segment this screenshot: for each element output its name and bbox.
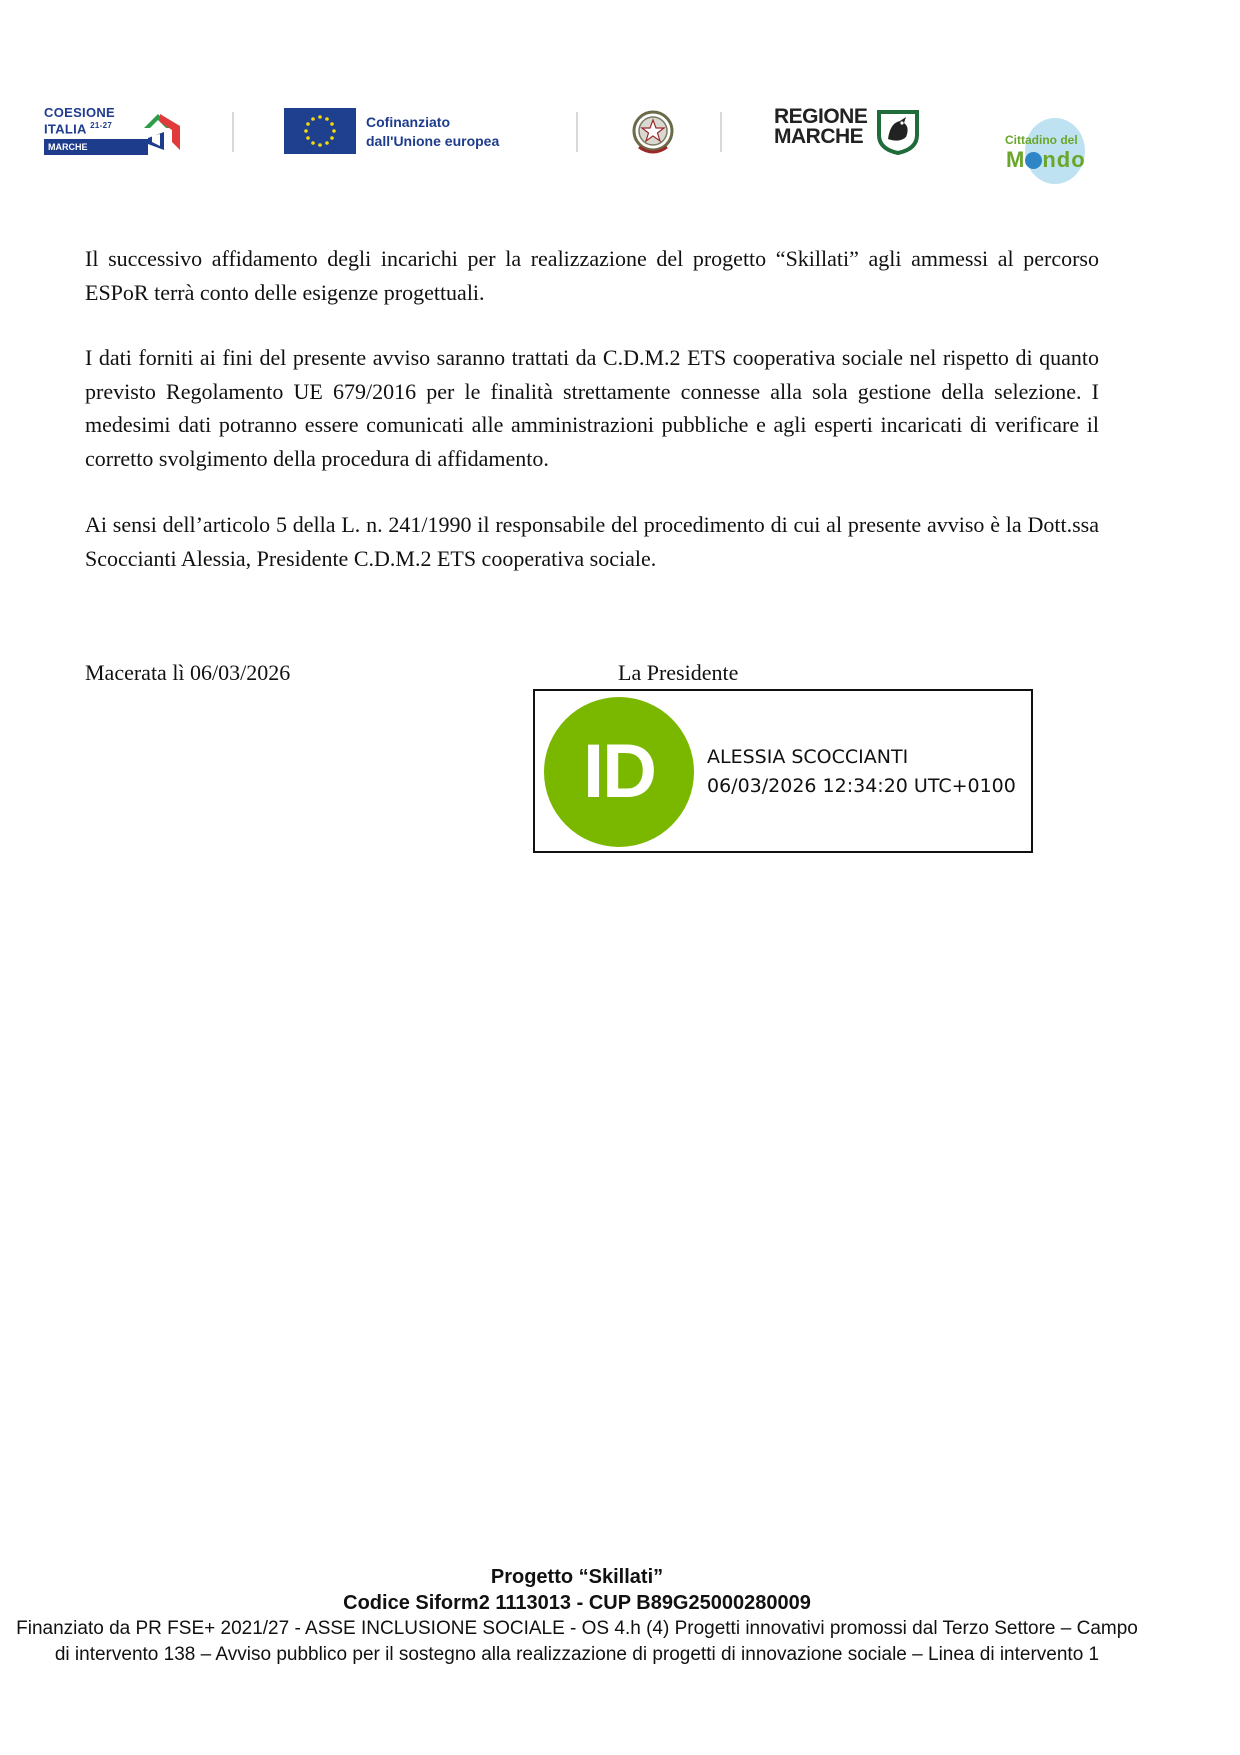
cittadino-line1: Cittadino del (1005, 133, 1078, 147)
paragraph-responsible: Ai sensi dell’articolo 5 della L. n. 241/1990 il responsabile del procedimento di cui al presente avviso è la Dott.ssa Scoccianti Alessia, Presidente C.D.M.2 ETS cooperativa sociale. (85, 512, 1099, 571)
digital-signature-box (533, 689, 1033, 853)
regione-line1: REGIONE (774, 105, 868, 128)
signature-timestamp: 06/03/2026 12:34:20 UTC+0100 (707, 775, 1016, 797)
coesione-arrow-icon (138, 108, 184, 154)
regione-marche-logo (774, 107, 924, 157)
paragraph-privacy: I dati forniti ai fini del presente avviso saranno trattati da C.D.M.2 ETS cooperativa sociale nel rispetto di quanto previsto Regolamento UE 679/2016 per le finalità strettamente connesse alla sola gestione della selezione. I medesimi dati potranno essere comunicati alle amministrazioni pubbliche e agli esperti incaricati di verificare il corretto svolgimento della procedura di affidamento. (85, 345, 1099, 471)
marche-shield-icon (876, 109, 920, 155)
footer-funding: Finanziato da PR FSE+ 2021/27 - ASSE INCLUSIONE SOCIALE - OS 4.h (4) Progetti innovativi promossi dal Terzo Settore – Campo di intervento 138 – Avviso pubblico per il sostegno alla realizzazione di progetti di innovazione sociale – Linea di intervento 1 (16, 1618, 1138, 1665)
paragraph-assignment: Il successivo affidamento degli incarichi per la realizzazione del progetto “Skillati” agli ammessi al percorso ESPoR terrà conto delle esigenze progettuali. (85, 246, 1099, 305)
signer-name: ALESSIA SCOCCIANTI (707, 746, 909, 768)
eu-line1: Cofinanziato (366, 114, 450, 130)
coesione-years: 21-27 (90, 121, 113, 130)
cittadino-ndo: ndo (1042, 147, 1086, 172)
coesione-line1: COESIONE (44, 105, 116, 120)
footer-project: Progetto “Skillati” (490, 1566, 664, 1588)
regione-line2: MARCHE (774, 125, 864, 148)
page-footer (0, 1564, 1154, 1668)
id-badge-text: ID (583, 729, 655, 814)
cittadino-del-mondo-logo (1003, 118, 1107, 190)
italian-republic-emblem-icon (630, 109, 676, 157)
id-badge-icon (544, 697, 694, 847)
eu-cofinanced-logo (284, 108, 534, 156)
coesione-italia-logo (44, 106, 184, 158)
place-date: Macerata lì 06/03/2026 (85, 660, 291, 685)
globe-icon (1025, 152, 1042, 169)
eu-line2: dall'Unione europea (366, 133, 500, 149)
footer-codes: Codice Siform2 1113013 - CUP B89G25000280009 (343, 1592, 811, 1614)
coesione-line2: ITALIA (44, 121, 87, 137)
signer-role: La Presidente (618, 660, 739, 685)
coesione-region: MARCHE (44, 139, 148, 155)
eu-flag-icon (284, 108, 356, 154)
cittadino-m: M (1006, 147, 1026, 172)
